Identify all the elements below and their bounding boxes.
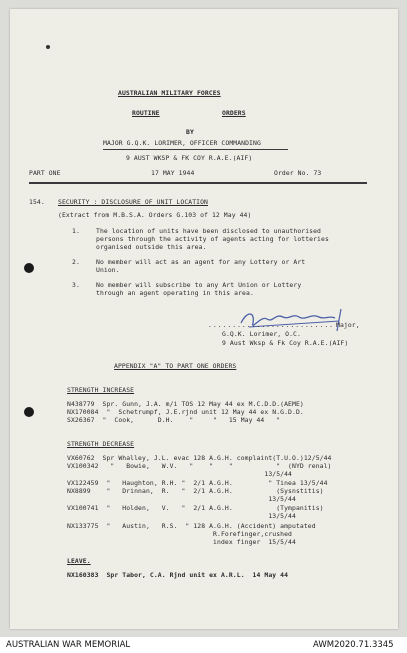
ink-spot [46, 45, 50, 49]
item-2-number: 2. [72, 258, 80, 266]
punch-hole-top [24, 263, 34, 273]
strength-decrease-row: NX8899 " Drinnan, R. " 2/1 A.G.H. (Sysnstitis) [67, 487, 324, 495]
signature-name: G.Q.K. Lorimer, O.C. [222, 330, 301, 338]
strength-decrease-row: 13/5/44 [67, 495, 296, 503]
leave-heading: LEAVE. [67, 557, 91, 565]
part-label: PART ONE [29, 169, 61, 177]
order-date: 17 MAY 1944 [151, 169, 195, 177]
punch-hole-bottom [24, 407, 34, 417]
by-label: BY [186, 128, 194, 136]
unit-line: 9 AUST WKSP & FK COY R.A.E.(AIF) [126, 154, 253, 162]
item-3-line: No member will subscribe to any Art Union or Lottery [96, 281, 302, 289]
officer-underline [103, 149, 288, 150]
strength-increase-row: SX26367 " Cook, D.H. " " 15 May 44 " [67, 416, 281, 424]
item-2-line: Union. [96, 266, 120, 274]
order-item-title: SECURITY : DISCLOSURE OF UNIT LOCATION [58, 198, 209, 206]
signature-unit: 9 Aust Wksp & Fk Coy R.A.E.(AIF) [222, 339, 349, 347]
signature-rank: Major, [336, 321, 360, 329]
order-item-number: 154. [29, 198, 45, 206]
strength-decrease-row: 13/5/44 [67, 512, 296, 520]
item-3-number: 3. [72, 281, 80, 289]
strength-decrease-row: NX133775 " Austin, R.S. " 128 A.G.H. (Accident) amputated [67, 522, 316, 530]
signature-dots: .......................... [208, 321, 335, 329]
item-1-line: persons through the activity of agents acting for lotteries [96, 235, 329, 243]
order-number: Order No. 73 [274, 169, 322, 177]
strength-increase-heading: STRENGTH INCREASE [67, 386, 135, 394]
item-3-line: through an agent operating in this area. [96, 289, 254, 297]
item-2-line: No member will act as an agent for any Lottery or Art [96, 258, 306, 266]
strength-decrease-row: VX100741 " Holden, V. " 2/1 A.G.H. (Tympanitis) [67, 504, 324, 512]
strength-decrease-heading: STRENGTH DECREASE [67, 440, 135, 448]
item-1-line: organised outside this area. [96, 243, 207, 251]
strength-decrease-row: index finger 15/5/44 [67, 538, 296, 546]
footer-accession-number: AWM2020.71.3345 [313, 640, 394, 650]
strength-decrease-row: 13/5/44 [67, 470, 293, 478]
appendix-title: APPENDIX "A" TO PART ONE ORDERS [114, 362, 237, 370]
strength-decrease-row: VX122459 " Haughton, R.H. " 2/1 A.G.H. " Tinea 13/5/44 [67, 479, 328, 487]
document-page [10, 9, 398, 629]
leave-row: NX160383 Spr Tabor, C.A. Rjnd unit ex A.R.L. 14 May 44 [67, 571, 289, 579]
officer-line: MAJOR G.Q.K. LORIMER, OFFICER COMMANDING [103, 139, 261, 147]
orders-label: ORDERS [222, 109, 246, 117]
routine-label: ROUTINE [132, 109, 160, 117]
archive-footer [0, 637, 407, 653]
doc-title: AUSTRALIAN MILITARY FORCES [118, 89, 221, 97]
strength-increase-row: NX170084 " Schetrumpf, J.E.rjnd unit 12 May 44 ex N.G.D.D. [67, 408, 304, 416]
header-divider [29, 182, 367, 184]
item-1-line: The location of units have been disclosed to unauthorised [96, 227, 322, 235]
strength-increase-row: N438779 Spr. Gunn, J.A. m/i TOS 12 May 44 ex M.C.D.D.(AEME) [67, 400, 304, 408]
order-extract: (Extract from M.B.S.A. Orders G.103 of 12 May 44) [58, 211, 252, 219]
strength-decrease-row: VX100342 " Bowie, W.V. " " " " (NYD renal) [67, 462, 332, 470]
footer-institution: AUSTRALIAN WAR MEMORIAL [6, 640, 131, 650]
strength-decrease-row: R.Forefinger,crushed [67, 530, 293, 538]
item-1-number: 1. [72, 227, 80, 235]
strength-decrease-row: VX60762 Spr Whalley, J.L. evac 128 A.G.H. complaint(T.U.O.)12/5/44 [67, 454, 332, 462]
